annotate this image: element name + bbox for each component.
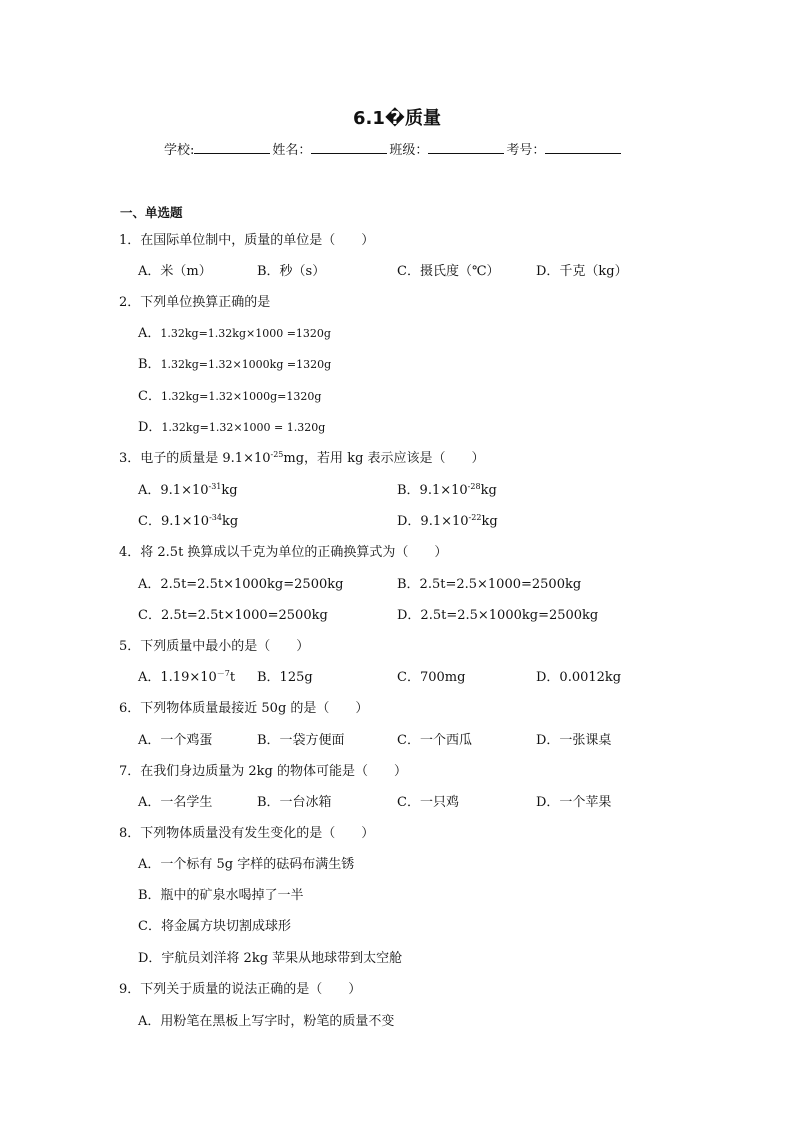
- section-heading: 一、单选题: [120, 205, 183, 220]
- question-8-stem: 8．下列物体质量没有发生变化的是（ ）: [119, 826, 375, 841]
- question-2-option-d: [138, 416, 325, 435]
- question-2-option-b: [138, 353, 331, 372]
- question-7-option-a: A．一名学生: [138, 795, 213, 810]
- option-text: C．9.1×10: [138, 514, 210, 529]
- stem-text: mg，若用 kg 表示应该是（ ）: [283, 451, 485, 466]
- question-1-option-d: D．千克（kg）: [536, 264, 628, 279]
- question-3-option-c: [138, 510, 238, 529]
- question-4-option-a: A．2.5t=2.5t×1000kg=2500kg: [138, 577, 344, 592]
- question-2-option-a: [138, 322, 331, 341]
- question-5-option-b: B．125g: [257, 670, 313, 685]
- question-4-option-c: C．2.5t=2.5t×1000=2500kg: [138, 608, 328, 623]
- question-5-option-c: C．700mg: [397, 670, 466, 685]
- page-title: 6.1�质量: [353, 108, 441, 129]
- option-text: 1.32kg=1.32×1000 = 1.320g: [161, 421, 326, 434]
- question-7-stem: 7．在我们身边质量为 2kg 的物体可能是（ ）: [119, 764, 408, 779]
- question-6-option-d: D．一张课桌: [536, 733, 612, 748]
- exponent: -22: [468, 513, 482, 522]
- option-label: C．: [138, 389, 161, 404]
- class-blank: [428, 140, 504, 154]
- option-label: D．: [138, 420, 162, 435]
- exponent: -25: [270, 450, 284, 459]
- question-3-option-d: [397, 510, 498, 529]
- student-info-line: [164, 139, 623, 158]
- question-1-option-a: A．米（m）: [138, 264, 212, 279]
- option-unit: kg: [480, 483, 497, 498]
- exponent: －7: [216, 669, 230, 678]
- option-text: 1.32kg=1.32×1000g=1320g: [160, 390, 322, 403]
- question-3-option-b: [397, 479, 497, 498]
- question-5-option-a: [138, 666, 235, 685]
- option-text: A．9.1×10: [138, 483, 209, 498]
- option-text: A．1.19×10: [138, 670, 217, 685]
- name-label: 姓名：: [272, 143, 312, 158]
- question-7-option-d: D．一个苹果: [536, 795, 612, 810]
- question-8-option-b: B．瓶中的矿泉水喝掉了一半: [138, 888, 304, 903]
- option-text: B．9.1×10: [397, 483, 468, 498]
- name-blank: [311, 140, 387, 154]
- question-3-option-a: [138, 479, 238, 498]
- question-4-stem: 4．将 2.5t 换算成以千克为单位的正确换算式为（ ）: [119, 545, 448, 560]
- question-7-option-c: C．一只鸡: [397, 795, 459, 810]
- question-4-option-b: B．2.5t=2.5×1000=2500kg: [397, 577, 582, 592]
- question-1-option-b: B．秒（s）: [257, 264, 326, 279]
- option-unit: kg: [221, 514, 239, 529]
- option-label: A．: [138, 326, 161, 341]
- question-8-option-c: C．将金属方块切割成球形: [138, 919, 291, 934]
- question-9-option-a: A．用粉笔在黑板上写字时，粉笔的质量不变: [138, 1014, 395, 1029]
- number-label: 考号：: [506, 143, 546, 158]
- option-text: 1.32kg=1.32×1000kg =1320g: [160, 358, 332, 371]
- question-2-option-c: [138, 385, 321, 404]
- question-1-option-c: C．摄氏度（℃）: [397, 264, 500, 279]
- option-text: 1.32kg=1.32kg×1000 =1320g: [160, 327, 331, 340]
- question-9-stem: 9．下列关于质量的说法正确的是（ ）: [119, 982, 362, 997]
- question-8-option-d: D．宇航员刘洋将 2kg 苹果从地球带到太空舱: [138, 951, 403, 966]
- question-2-stem: 2．下列单位换算正确的是: [119, 295, 271, 310]
- exponent: -31: [208, 482, 222, 491]
- class-label: 班级：: [389, 143, 429, 158]
- question-5-stem: 5．下列质量中最小的是（ ）: [119, 639, 310, 654]
- option-unit: kg: [221, 483, 238, 498]
- school-blank: [194, 140, 270, 154]
- school-label: 学校:: [164, 143, 195, 158]
- exponent: -34: [209, 513, 222, 522]
- option-label: B．: [138, 357, 161, 372]
- option-unit: t: [229, 670, 236, 685]
- question-1-stem: 1．在国际单位制中，质量的单位是（ ）: [119, 233, 375, 248]
- option-text: D．9.1×10: [397, 514, 469, 529]
- question-6-option-c: C．一个西瓜: [397, 733, 472, 748]
- question-4-option-d: D．2.5t=2.5×1000kg=2500kg: [397, 608, 599, 623]
- question-5-option-d: D．0.0012kg: [536, 670, 622, 685]
- question-6-option-b: B．一袋方便面: [257, 733, 345, 748]
- question-8-option-a: A．一个标有 5g 字样的砝码布满生锈: [138, 857, 355, 872]
- number-blank: [545, 140, 621, 154]
- question-6-stem: 6．下列物体质量最接近 50g 的是（ ）: [119, 701, 369, 716]
- question-7-option-b: B．一台冰箱: [257, 795, 332, 810]
- option-unit: kg: [481, 514, 498, 529]
- question-3-stem: [119, 447, 485, 466]
- question-6-option-a: A．一个鸡蛋: [138, 733, 213, 748]
- stem-text: 3．电子的质量是 9.1×10: [119, 451, 271, 466]
- exponent: -28: [467, 482, 481, 491]
